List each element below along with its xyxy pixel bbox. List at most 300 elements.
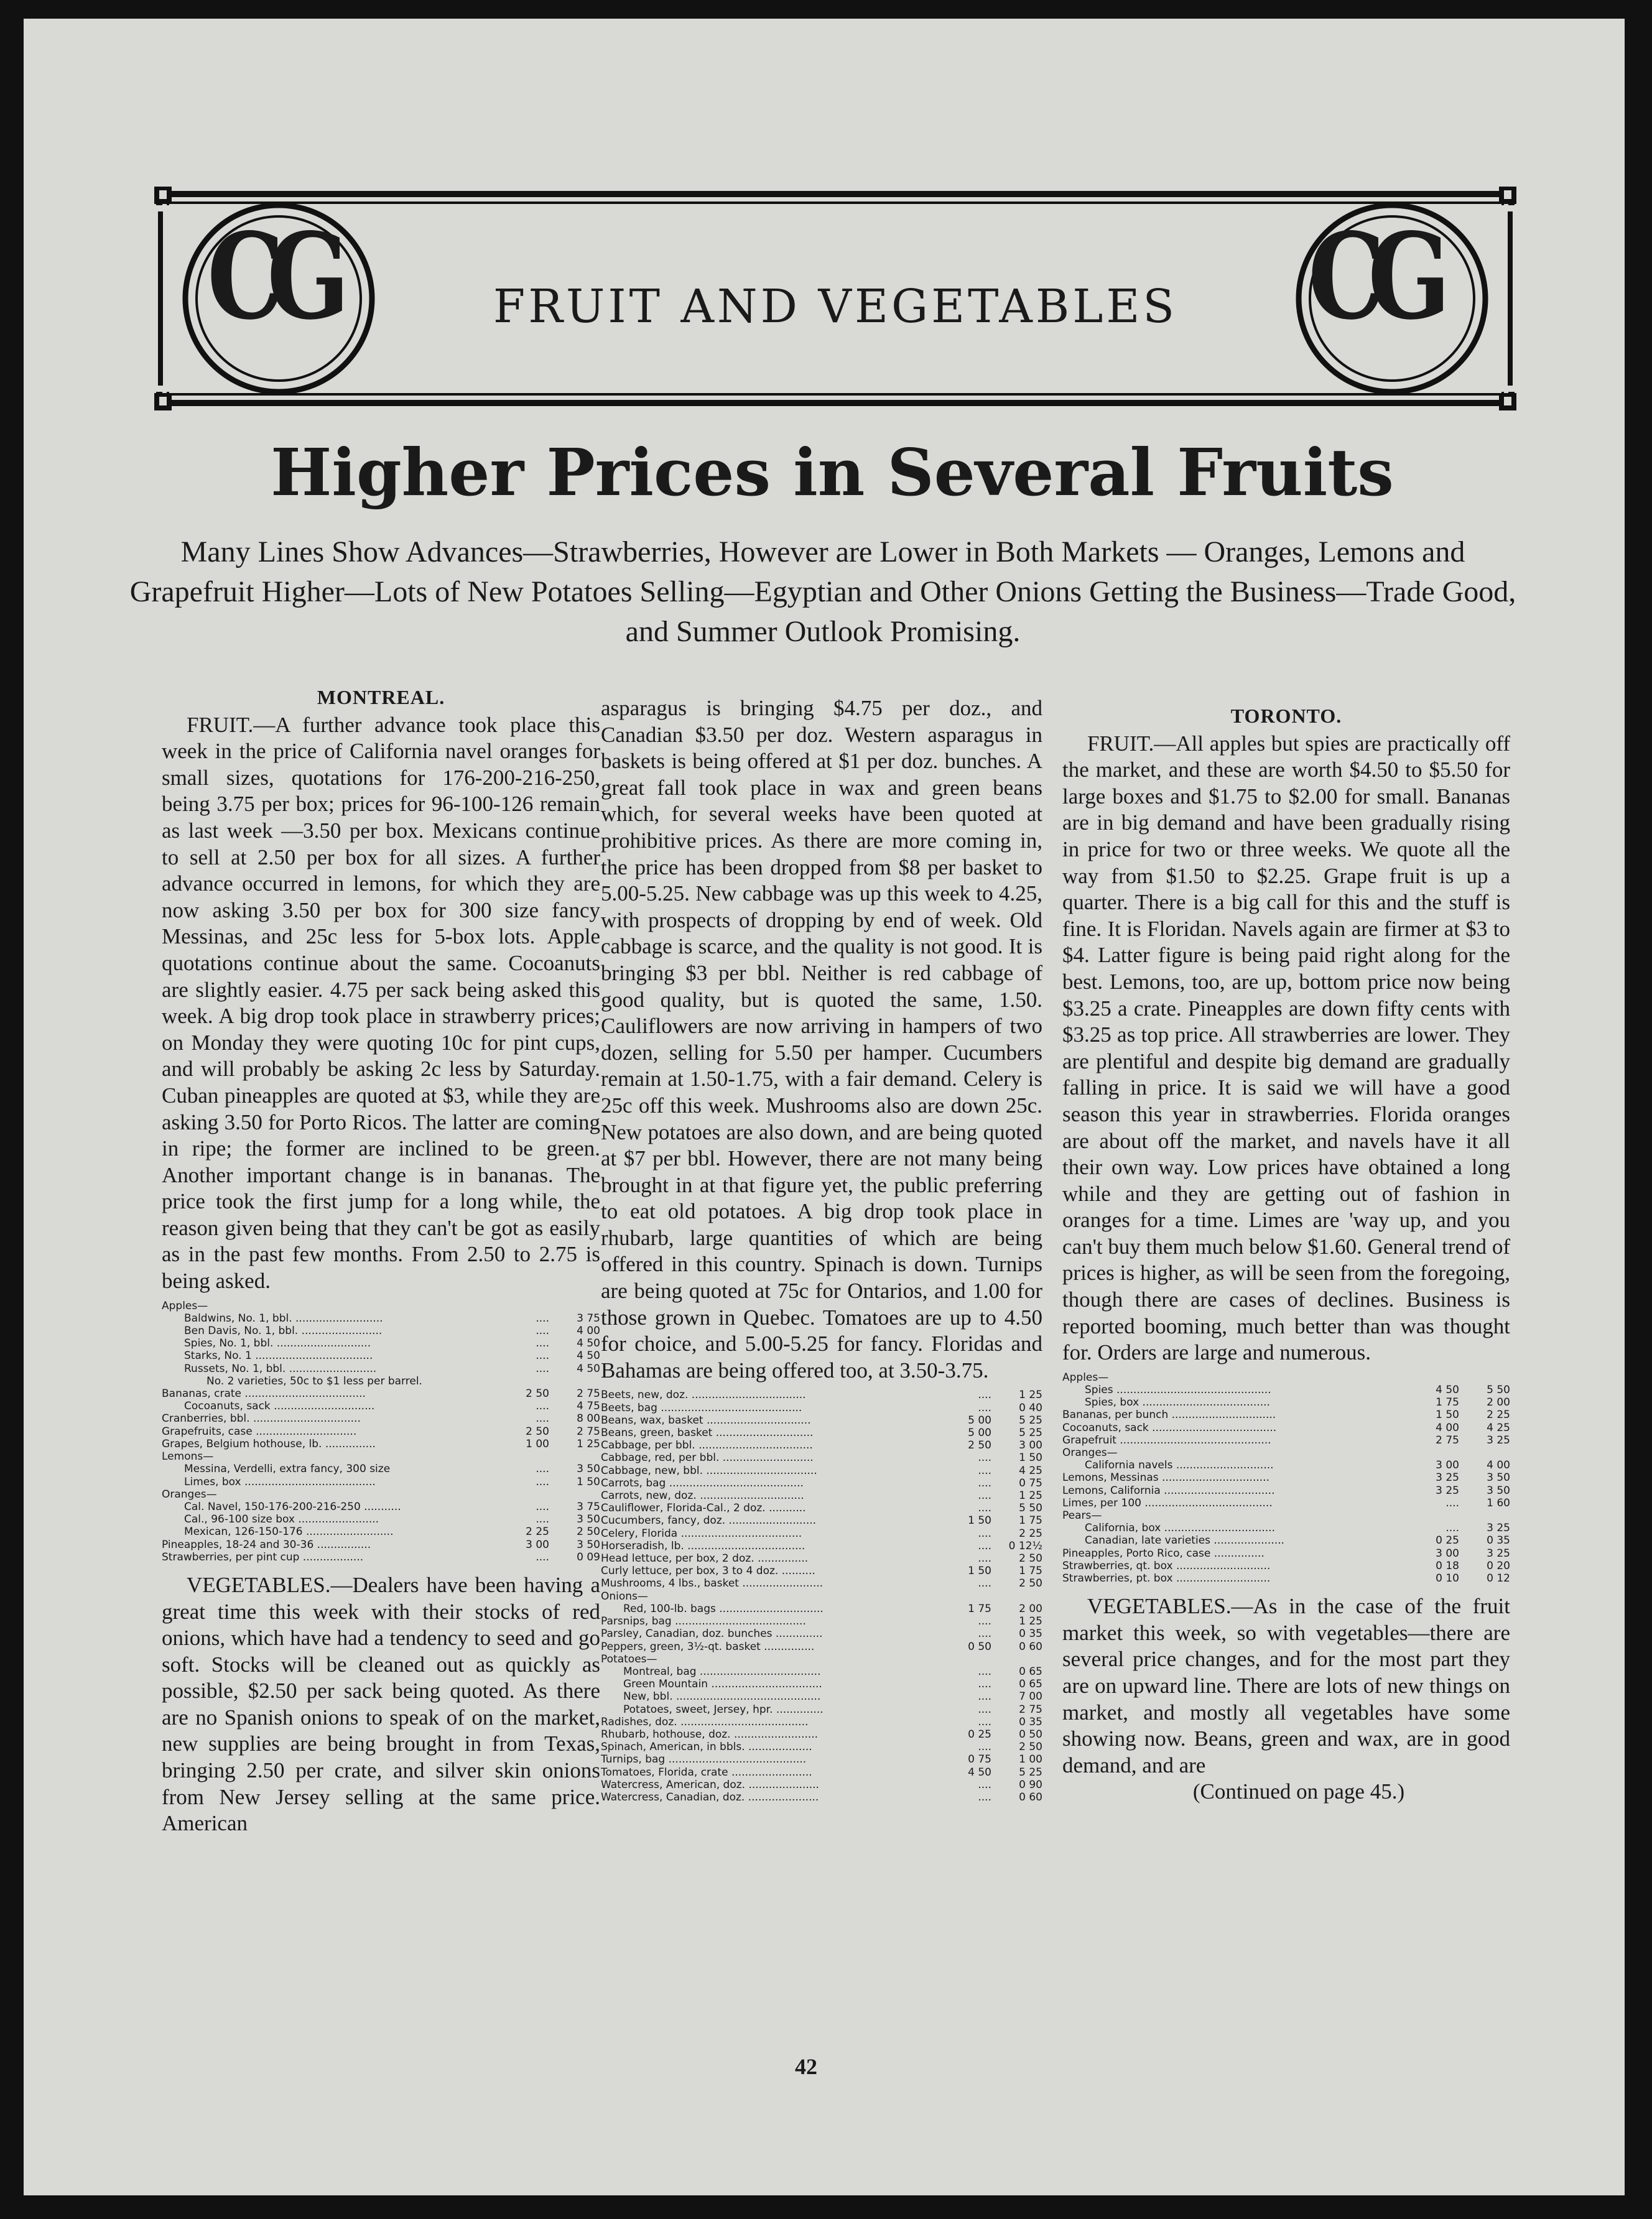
- price-low: ....: [1446, 1496, 1459, 1509]
- price-high: 2 50: [1019, 1577, 1042, 1590]
- price-item: Cabbage, red, per bbl. ...........................: [601, 1452, 814, 1465]
- price-low: 0 25: [968, 1728, 991, 1741]
- price-high: 5 25: [1019, 1766, 1042, 1779]
- price-row: [601, 1577, 1042, 1590]
- price-low: ....: [978, 1741, 991, 1754]
- price-high: 0 60: [1019, 1790, 1042, 1804]
- price-low: ....: [978, 1401, 991, 1414]
- price-item: California navels .............................: [1085, 1459, 1274, 1472]
- column-montreal: [162, 684, 600, 1837]
- price-row: [1062, 1497, 1510, 1509]
- price-row: [162, 1438, 600, 1450]
- montreal-heading: MONTREAL.: [317, 686, 445, 708]
- price-row: [601, 1716, 1042, 1728]
- price-high: 2 00: [1487, 1396, 1510, 1409]
- price-row: [162, 1488, 600, 1501]
- price-row: [1062, 1459, 1510, 1471]
- price-item: Spies, No. 1, bbl. ............................: [184, 1337, 371, 1350]
- price-low: 3 00: [1436, 1547, 1459, 1560]
- price-item: Cal., 96-100 size box ........................: [184, 1513, 379, 1526]
- price-high: 2 75: [1019, 1703, 1042, 1716]
- price-item: Oranges—: [1062, 1447, 1118, 1460]
- price-row: [601, 1665, 1042, 1678]
- price-low: 5 00: [968, 1414, 991, 1427]
- price-row: [162, 1337, 600, 1350]
- price-row: [601, 1502, 1042, 1514]
- price-item: Messina, Verdelli, extra fancy, 300 size: [184, 1463, 391, 1476]
- price-item: Grapefruits, case ..............................: [162, 1425, 357, 1438]
- price-low: 0 25: [1436, 1534, 1459, 1547]
- price-item: California, box .................................: [1085, 1522, 1275, 1535]
- price-low: ....: [978, 1703, 991, 1716]
- price-item: Parsnips, bag .......................................: [601, 1615, 806, 1628]
- price-high: [991, 1590, 1042, 1603]
- continued-note: (Continued on page 45.): [1192, 1779, 1405, 1804]
- price-high: 2 75: [577, 1387, 600, 1401]
- price-high: 2 25: [1019, 1527, 1042, 1540]
- price-low: ....: [978, 1539, 991, 1552]
- price-high: 5 25: [1019, 1414, 1042, 1427]
- price-row: [162, 1363, 600, 1375]
- toronto-fruit-text: FRUIT.—All apples but spies are practically off the market, and these are worth $4.50 to $5.50 for large boxes and $1.75 to $2.00 for small. Bananas are in big demand and have been gradually rising in price for two or three weeks. We quote all the way from $1.50 to $2.25. Grape fruit is up a quarter. There is a big call for this and the stuff is fine. It is Floridan. Navels again are firmer at $3 to $4. Latter figure is being paid right along for the best. Lemons, too, are up, bottom price now being $3.25 a crate. Pineapples are down fifty cents with $3.25 as top price. All strawberries are lower. They are plentiful and despite big demand are gradually falling in price. It is said we will have a good season this year in strawberries. Florida oranges are about off the market, and navels have it all their own way. Low prices have obtained a long while and they are getting out of fashion in oranges for a time. Limes are 'way up, and you can't buy them much below $1.60. General trend of prices is higher, as will be seen from the foregoing, though there are cases of declines. Business is reported booming, much better than was thought for. Orders are large and numerous.: [1062, 731, 1510, 1365]
- price-item: Strawberries, qt. box ............................: [1062, 1559, 1271, 1572]
- price-low: [950, 1590, 991, 1603]
- price-low: ....: [978, 1628, 991, 1641]
- price-row: [1062, 1471, 1510, 1484]
- column-middle: [601, 695, 1042, 1812]
- price-high: 5 50: [1487, 1384, 1510, 1397]
- price-high: 4 00: [577, 1325, 600, 1338]
- price-item: Lemons, California .................................: [1062, 1484, 1275, 1497]
- price-high: 0 35: [1019, 1628, 1042, 1641]
- price-row: [601, 1439, 1042, 1452]
- article-deck: Many Lines Show Advances—Strawberries, However are Lower in Both Markets — Oranges, Lemons and Grapefruit Higher—Lots of New Potatoes Selling—Egyptian and Other Onions Getting the Business—Trade Good, and Summer Outlook Promising.: [129, 535, 1516, 648]
- price-high: 1 25: [1019, 1615, 1042, 1628]
- price-item: Mexican, 126-150-176 ..........................: [184, 1526, 394, 1539]
- price-row: [162, 1513, 600, 1526]
- price-low: ....: [536, 1412, 549, 1425]
- price-row: [162, 1412, 600, 1425]
- price-item: Pineapples, Porto Rico, case ...............: [1062, 1547, 1265, 1560]
- price-row: [1062, 1434, 1510, 1447]
- price-low: [508, 1300, 549, 1312]
- price-item: Cocoanuts, sack ..............................: [184, 1400, 375, 1413]
- price-row: [601, 1414, 1042, 1427]
- price-row: [601, 1389, 1042, 1401]
- montreal-fruit-text: FRUIT.—A further advance took place this week in the price of California navel oranges for small sizes, quotations for 176-200-216-250, being 3.75 per box; prices for 96-100-126 remain as last week —3.50 per box. Mexicans continue to sell at 2.50 per box for all sizes. A further advance occurred in lemons, for which they are now asking 3.50 per box for 300 size fancy Messinas, and 25c less for 5-box lots. Apple quotations continue about the same. Cocoanuts are slightly easier. 4.75 per sack being asked this week. A big drop took place in strawberry prices; on Monday they were quoting 10c for pint cups, and will probably be asking 2c less by Saturday. Cuban pineapples are quoted at $3, while they are asking 3.50 for Porto Ricos. The latter are coming in ripe; the former are inclined to be green. Another important change is in bananas. The price took the first jump for a long while, the reason given being that they can't be got as easily as in the past few months. From 2.50 to 2.75 is being asked.: [162, 712, 600, 1294]
- price-item: Parsley, Canadian, doz. bunches ..............: [601, 1628, 823, 1641]
- price-row: [162, 1463, 600, 1475]
- price-low: ....: [978, 1715, 991, 1728]
- price-low: 2 50: [526, 1425, 549, 1438]
- price-item: Watercress, Canadian, doz. .....................: [601, 1790, 819, 1804]
- price-low: ....: [536, 1337, 549, 1350]
- price-row: [1062, 1534, 1510, 1547]
- price-row: [601, 1489, 1042, 1502]
- price-high: 1 75: [1019, 1565, 1042, 1578]
- price-item: Cabbage, new, bbl. .................................: [601, 1464, 817, 1477]
- price-high: 4 00: [1487, 1459, 1510, 1472]
- price-low: ....: [978, 1690, 991, 1703]
- price-item: Horseradish, lb. ...................................: [601, 1539, 805, 1552]
- price-high: [1459, 1447, 1510, 1459]
- price-item: Mushrooms, 4 lbs., basket ........................: [601, 1577, 824, 1590]
- price-row: [1062, 1522, 1510, 1534]
- price-high: 2 00: [1019, 1602, 1042, 1615]
- price-high: 0 12½: [1008, 1539, 1042, 1552]
- price-high: 2 75: [577, 1425, 600, 1438]
- price-item: Turnips, bag .........................................: [601, 1753, 807, 1766]
- price-high: 1 75: [1019, 1514, 1042, 1527]
- price-item: Spies ..............................................: [1085, 1384, 1271, 1397]
- price-item: Cal. Navel, 150-176-200-216-250 ...........: [184, 1500, 401, 1513]
- montreal-vegetable-prices: [601, 1389, 1042, 1804]
- price-item: Bananas, crate ....................................: [162, 1387, 366, 1401]
- price-item: Grapes, Belgium hothouse, lb. ...............: [162, 1437, 376, 1450]
- price-low: ....: [978, 1790, 991, 1804]
- price-low: 3 00: [526, 1538, 549, 1551]
- price-high: 0 40: [1019, 1401, 1042, 1414]
- price-row: [601, 1540, 1042, 1552]
- price-low: 0 50: [968, 1640, 991, 1653]
- price-row: [601, 1753, 1042, 1766]
- price-low: ....: [536, 1362, 549, 1375]
- price-row: [601, 1477, 1042, 1489]
- price-row: [162, 1476, 600, 1488]
- price-low: 1 50: [968, 1514, 991, 1527]
- price-item: Russets, No. 1, bbl. ..........................: [184, 1362, 377, 1375]
- price-item: Cocoanuts, sack .....................................: [1062, 1421, 1277, 1434]
- price-item: Head lettuce, per box, 2 doz. ...............: [601, 1552, 809, 1565]
- cg-logo-left: CG: [207, 207, 333, 346]
- price-item: Grapefruit .............................................: [1062, 1434, 1271, 1447]
- price-low: 1 75: [968, 1602, 991, 1615]
- price-high: 3 50: [577, 1463, 600, 1476]
- price-high: 7 00: [1019, 1690, 1042, 1703]
- price-high: 5 25: [1019, 1427, 1042, 1440]
- middle-text: asparagus is bringing $4.75 per doz., and Canadian $3.50 per doz. Western asparagus in baskets is being offered at $1 per doz. bunches. A great fall took place in wax and green beans which, for several weeks have been quoted at prohibitive prices. As there are more coming in, the price has been dropped from $8 per basket to 5.00-5.25. New cabbage was up this week to 4.25, with prospects of dropping by end of week. Old cabbage is scarce, and the quality is not good. It is bringing $3 per bbl. Neither is red cabbage of good quality, but is quoted the same, 1.50. Cauliflowers are now arriving in hampers of two dozen, selling for 5.50 per hamper. Cucumbers remain at 1.50-1.75, with a fair demand. Celery is 25c off this week. Mushrooms also are down 25c. New potatoes are also down, and are being quoted at $7 per bbl. However, there are not many being brought in at that figure yet, the public preferring to eat old potatoes. A big drop took place in rhubarb, large quantities of which are being offered in this country. Spinach is down. Turnips are being quoted at 75c for Ontarios, and 1.00 for those grown in Quebec. Tomatoes are up to 4.50 for choice, and 5.00-5.25 for fancy. Floridas and Bahamas are being offered too, at 3.50-3.75.: [601, 696, 1042, 1383]
- price-high: 0 20: [1487, 1559, 1510, 1572]
- price-high: 5 50: [1019, 1502, 1042, 1515]
- price-row: [162, 1375, 600, 1387]
- price-low: ....: [536, 1312, 549, 1325]
- article-headline: Higher Prices in Several Fruits: [271, 434, 1394, 511]
- price-item: Spies, box ......................................: [1085, 1396, 1270, 1409]
- price-high: 3 25: [1487, 1547, 1510, 1560]
- price-row: [1062, 1422, 1510, 1434]
- price-low: ....: [978, 1665, 991, 1678]
- magazine-page: [24, 19, 1625, 2195]
- price-item: Red, 100-lb. bags ...............................: [623, 1602, 824, 1615]
- price-item: Ben Davis, No. 1, bbl. ........................: [184, 1325, 383, 1338]
- price-low: 0 75: [968, 1753, 991, 1766]
- price-high: 4 25: [1487, 1421, 1510, 1434]
- price-low: [950, 1653, 991, 1665]
- price-row: [162, 1425, 600, 1438]
- price-high: [549, 1375, 600, 1387]
- price-row: [1062, 1371, 1510, 1384]
- price-row: [162, 1526, 600, 1538]
- price-row: [162, 1450, 600, 1463]
- price-item: Lemons—: [162, 1450, 214, 1463]
- price-low: ....: [978, 1615, 991, 1628]
- price-low: ....: [978, 1778, 991, 1791]
- price-row: [601, 1766, 1042, 1779]
- price-high: 4 25: [1019, 1464, 1042, 1477]
- price-low: ....: [978, 1577, 991, 1590]
- price-high: 0 65: [1019, 1665, 1042, 1678]
- price-high: [549, 1300, 600, 1312]
- price-low: ....: [978, 1527, 991, 1540]
- price-row: [601, 1653, 1042, 1665]
- price-item: Baldwins, No. 1, bbl. ..........................: [184, 1312, 383, 1325]
- price-row: [601, 1678, 1042, 1690]
- price-item: Beets, new, doz. ..................................: [601, 1389, 806, 1402]
- price-low: ....: [978, 1678, 991, 1691]
- price-low: ....: [536, 1463, 549, 1476]
- price-high: 0 09: [577, 1550, 600, 1563]
- price-high: 0 35: [1487, 1534, 1510, 1547]
- price-high: 1 50: [577, 1475, 600, 1488]
- price-high: 4 50: [577, 1350, 600, 1363]
- price-high: 8 00: [577, 1412, 600, 1425]
- price-low: ....: [1446, 1522, 1459, 1535]
- price-row: [601, 1628, 1042, 1640]
- price-low: ....: [536, 1475, 549, 1488]
- price-row: [162, 1501, 600, 1513]
- price-row: [601, 1565, 1042, 1577]
- price-item: Strawberries, per pint cup ..................: [162, 1550, 364, 1563]
- price-high: 1 25: [577, 1437, 600, 1450]
- price-item: Cucumbers, fancy, doz. ..........................: [601, 1514, 817, 1527]
- price-high: 3 00: [1019, 1439, 1042, 1452]
- price-item: Apples—: [1062, 1371, 1109, 1384]
- price-low: 4 00: [1436, 1421, 1459, 1434]
- price-item: Potatoes—: [601, 1652, 657, 1665]
- price-high: 0 90: [1019, 1778, 1042, 1791]
- cg-logo-right: CG: [1308, 207, 1434, 346]
- price-low: 0 10: [1436, 1572, 1459, 1585]
- price-row: [601, 1452, 1042, 1464]
- price-item: Starks, No. 1 ...................................: [184, 1350, 373, 1363]
- price-row: [1062, 1572, 1510, 1585]
- price-low: 3 25: [1436, 1484, 1459, 1497]
- price-row: [1062, 1409, 1510, 1421]
- price-high: 4 50: [577, 1362, 600, 1375]
- price-low: 2 50: [526, 1387, 549, 1401]
- price-row: [601, 1527, 1042, 1540]
- price-high: 3 25: [1487, 1522, 1510, 1535]
- price-low: 1 50: [1436, 1409, 1459, 1422]
- price-low: ....: [536, 1400, 549, 1413]
- price-high: 1 25: [1019, 1489, 1042, 1503]
- section-title: FRUIT AND VEGETABLES: [493, 280, 1178, 333]
- price-item: Beets, bag ..........................................: [601, 1401, 802, 1414]
- price-low: 2 50: [968, 1439, 991, 1452]
- price-item: Rhubarb, hothouse, doz. .........................: [601, 1728, 819, 1741]
- price-row: [601, 1465, 1042, 1477]
- column-toronto: [1062, 703, 1510, 1805]
- price-item: Watercress, American, doz. .....................: [601, 1778, 819, 1791]
- price-high: [549, 1488, 600, 1501]
- price-item: Cauliflower, Florida-Cal., 2 doz. ...........: [601, 1502, 806, 1515]
- price-row: [601, 1690, 1042, 1703]
- price-row: [601, 1603, 1042, 1615]
- price-low: ....: [536, 1513, 549, 1526]
- price-row: [601, 1791, 1042, 1804]
- toronto-fruit-prices: [1062, 1371, 1510, 1585]
- price-high: 3 50: [577, 1538, 600, 1551]
- price-low: [1418, 1447, 1459, 1459]
- price-low: 1 00: [526, 1437, 549, 1450]
- price-low: 3 25: [1436, 1471, 1459, 1485]
- price-low: 1 50: [968, 1565, 991, 1578]
- price-row: [601, 1615, 1042, 1628]
- price-row: [162, 1325, 600, 1337]
- price-row: [601, 1703, 1042, 1716]
- price-high: 2 50: [1019, 1552, 1042, 1565]
- price-high: 4 50: [577, 1337, 600, 1350]
- price-item: Spinach, American, in bbls. ...................: [601, 1741, 812, 1754]
- price-row: [1062, 1384, 1510, 1396]
- price-item: Oranges—: [162, 1488, 217, 1501]
- price-low: [508, 1450, 549, 1463]
- price-item: Onions—: [601, 1590, 648, 1603]
- price-row: [601, 1402, 1042, 1414]
- price-item: Carrots, bag ........................................: [601, 1476, 804, 1489]
- montreal-fruit-prices: [162, 1300, 600, 1563]
- price-high: 3 50: [1487, 1471, 1510, 1485]
- section-banner: [154, 187, 1516, 423]
- price-row: [601, 1552, 1042, 1565]
- price-high: 2 25: [1487, 1409, 1510, 1422]
- price-row: [162, 1312, 600, 1325]
- price-high: 0 12: [1487, 1572, 1510, 1585]
- price-low: 3 00: [1436, 1459, 1459, 1472]
- price-high: 3 75: [577, 1500, 600, 1513]
- price-item: Pears—: [1062, 1509, 1102, 1522]
- price-item: Montreal, bag ....................................: [623, 1665, 821, 1678]
- price-item: Bananas, per bunch ...............................: [1062, 1409, 1276, 1422]
- price-row: [1062, 1396, 1510, 1409]
- toronto-heading: TORONTO.: [1230, 705, 1342, 727]
- price-row: [601, 1728, 1042, 1741]
- price-high: 2 50: [577, 1526, 600, 1539]
- price-item: Canadian, late varieties .....................: [1085, 1534, 1284, 1547]
- price-high: 3 25: [1487, 1434, 1510, 1447]
- price-row: [162, 1387, 600, 1400]
- price-low: ....: [978, 1464, 991, 1477]
- price-high: 0 60: [1019, 1640, 1042, 1653]
- price-high: 4 75: [577, 1400, 600, 1413]
- price-row: [162, 1539, 600, 1551]
- price-low: ....: [536, 1550, 549, 1563]
- price-row: [1062, 1509, 1510, 1522]
- price-high: [1459, 1509, 1510, 1522]
- price-low: ....: [978, 1476, 991, 1489]
- price-item: Cranberries, bbl. ................................: [162, 1412, 361, 1425]
- price-high: 3 50: [577, 1513, 600, 1526]
- price-row: [162, 1551, 600, 1563]
- price-high: 2 50: [1019, 1741, 1042, 1754]
- price-low: [1418, 1371, 1459, 1384]
- page-number: 42: [795, 2054, 817, 2079]
- price-low: 5 00: [968, 1427, 991, 1440]
- price-item: Curly lettuce, per box, 3 to 4 doz. ..........: [601, 1565, 815, 1578]
- price-row: [1062, 1547, 1510, 1560]
- montreal-vegetables-text: VEGETABLES.—Dealers have been having a great time this week with their stocks of red onions, which have had a tendency to seed and go soft. Stocks will be cleaned out as quickly as possible, $2.50 per sack being quoted. As there are no Spanish onions to speak of on the market, new supplies are being brought in from Texas, bringing 2.50 per crate, and silver skin onions from New Jersey selling at the same price. American: [162, 1572, 600, 1836]
- price-high: 1 25: [1019, 1389, 1042, 1402]
- price-low: [508, 1375, 549, 1387]
- price-row: [162, 1400, 600, 1412]
- price-row: [162, 1300, 600, 1312]
- price-high: 0 65: [1019, 1678, 1042, 1691]
- price-high: [991, 1653, 1042, 1665]
- price-low: 2 75: [1436, 1434, 1459, 1447]
- price-row: [601, 1779, 1042, 1791]
- price-low: 4 50: [1436, 1384, 1459, 1397]
- price-high: 1 00: [1019, 1753, 1042, 1766]
- price-row: [1062, 1560, 1510, 1572]
- price-item: No. 2 varieties, 50c to $1 less per barrel.: [206, 1374, 422, 1387]
- price-item: Carrots, new, doz. ...............................: [601, 1489, 804, 1503]
- price-high: [549, 1450, 600, 1463]
- price-row: [162, 1350, 600, 1362]
- price-high: 0 35: [1019, 1715, 1042, 1728]
- price-low: ....: [978, 1489, 991, 1503]
- price-low: 2 25: [526, 1526, 549, 1539]
- price-row: [601, 1427, 1042, 1439]
- price-item: Limes, per 100 ......................................: [1062, 1496, 1273, 1509]
- price-low: ....: [536, 1500, 549, 1513]
- price-high: 1 60: [1487, 1496, 1510, 1509]
- price-high: 3 50: [1487, 1484, 1510, 1497]
- price-high: 0 75: [1019, 1476, 1042, 1489]
- price-high: 1 50: [1019, 1452, 1042, 1465]
- price-low: 0 18: [1436, 1559, 1459, 1572]
- price-high: 0 50: [1019, 1728, 1042, 1741]
- price-item: New, bbl. ...........................................: [623, 1690, 821, 1703]
- price-low: [508, 1488, 549, 1501]
- price-low: ....: [978, 1552, 991, 1565]
- price-item: Cabbage, per bbl. ..................................: [601, 1439, 813, 1452]
- price-low: ....: [536, 1325, 549, 1338]
- price-item: Limes, box .......................................: [184, 1475, 376, 1488]
- price-item: Pineapples, 18-24 and 30-36 ................: [162, 1538, 371, 1551]
- price-item: Tomatoes, Florida, crate ........................: [601, 1766, 812, 1779]
- price-item: Beans, wax, basket ...............................: [601, 1414, 811, 1427]
- price-item: Potatoes, sweet, Jersey, hpr. ..............: [623, 1703, 824, 1716]
- price-row: [1062, 1485, 1510, 1497]
- price-row: [601, 1641, 1042, 1653]
- price-low: ....: [978, 1389, 991, 1402]
- price-row: [601, 1590, 1042, 1603]
- price-low: 1 75: [1436, 1396, 1459, 1409]
- price-row: [601, 1741, 1042, 1753]
- price-item: Celery, Florida ....................................: [601, 1527, 802, 1540]
- price-high: 3 75: [577, 1312, 600, 1325]
- price-item: Beans, green, basket .............................: [601, 1427, 814, 1440]
- price-item: Green Mountain .................................: [623, 1678, 822, 1691]
- price-item: Peppers, green, 3½-qt. basket ...............: [601, 1640, 815, 1653]
- price-low: 4 50: [968, 1766, 991, 1779]
- price-high: [1459, 1371, 1510, 1384]
- price-item: Apples—: [162, 1299, 208, 1312]
- toronto-vegetables-text: VEGETABLES.—As in the case of the fruit market this week, so with vegetables—there are several price changes, and for the most part they are on upward line. There are lots of new things on market, and mostly all vegetables have some showing now. Beans, green and wax, are in good demand, and are: [1062, 1594, 1510, 1777]
- price-row: [601, 1514, 1042, 1527]
- price-item: Strawberries, pt. box ............................: [1062, 1572, 1271, 1585]
- price-item: Lemons, Messinas ................................: [1062, 1471, 1269, 1485]
